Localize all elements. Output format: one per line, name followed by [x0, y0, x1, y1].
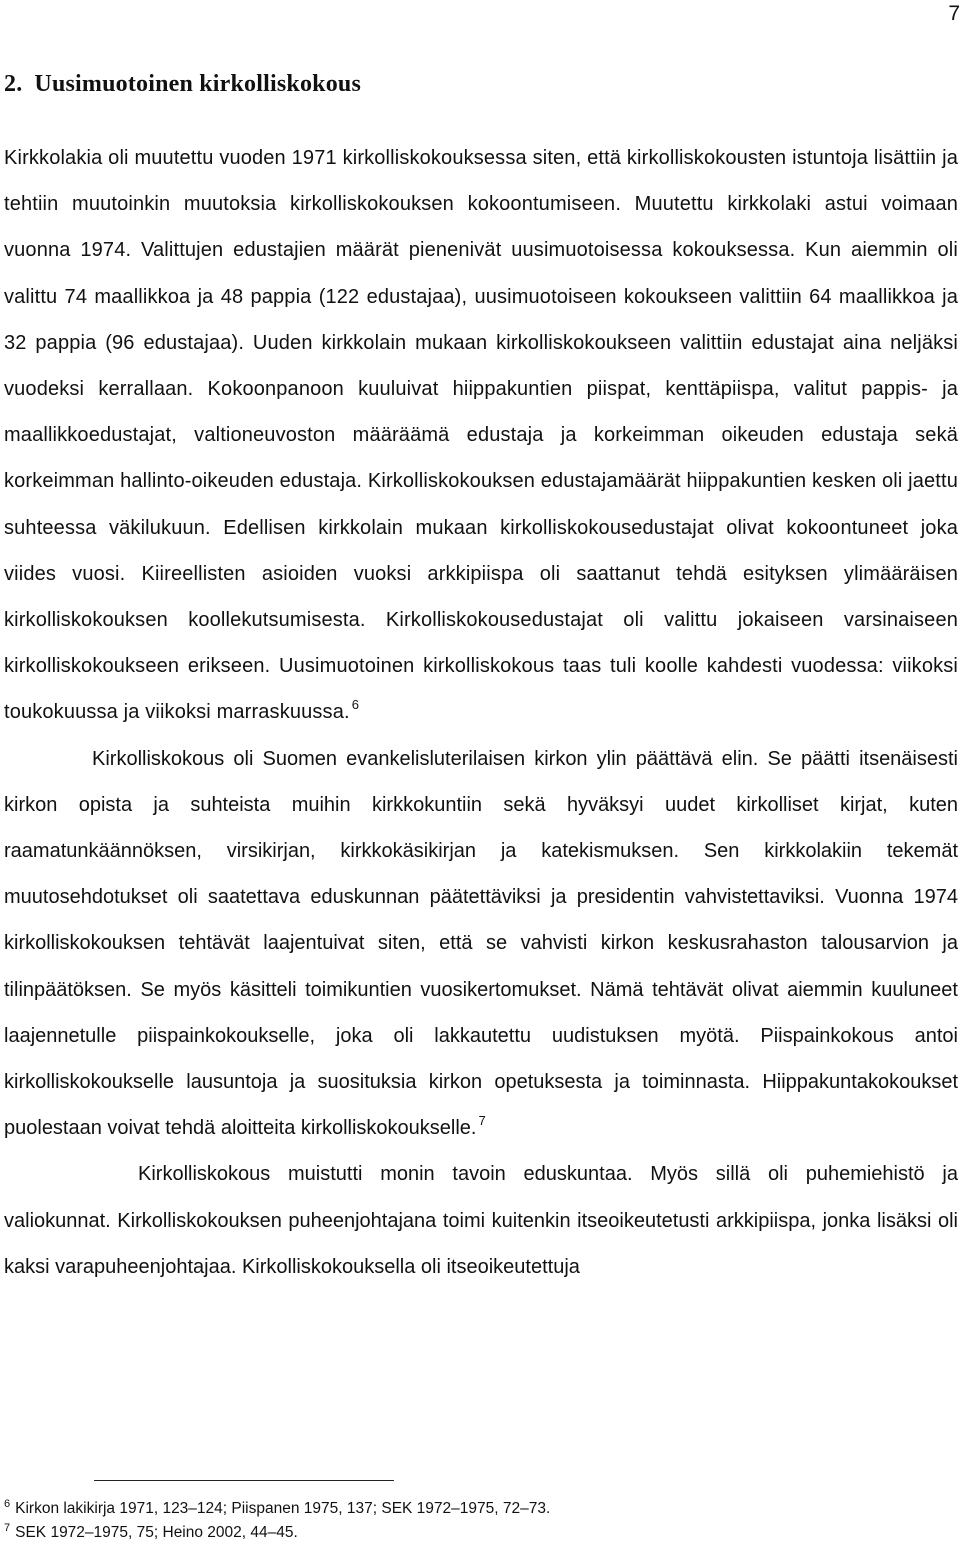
- section-heading: [4, 68, 361, 100]
- paragraph-text: Kirkkolakia oli muutettu vuoden 1971 kirkolliskokouksessa siten, että kirkolliskokousten istuntoja lisättiin ja tehtiin muutoinkin muutoksia kirkolliskokouksen kokoontumiseen. Muutettu kirkkolaki astui voimaan vuonna 1974. Valittujen edustajien määrät pienenivät uusimuotoisessa kokouksessa. Kun aiemmin oli valittu 74 maallikkoa ja 48 pappia (122 edustajaa), uusimuotoiseen kokoukseen valittiin 64 maallikkoa ja 32 pappia (96 edustajaa). Uuden kirkkolain mukaan kirkolliskokoukseen valittiin edustajat aina neljäksi vuodeksi kerrallaan. Kokoonpanoon kuuluivat hiippakuntien piispat, kenttäpiispa, valitut pappis- ja maallikkoedustajat, valtioneuvoston määräämä edustaja ja korkeimman oikeuden edustaja sekä korkeimman hallinto-oikeuden edustaja. Kirkolliskokouksen edustajamäärät hiippakuntien kesken oli jaettu suhteessa väkilukuun. Edellisen kirkkolain mukaan kirkolliskokousedustajat olivat kokoontuneet joka viides vuosi. Kiireellisten asioiden vuoksi arkkipiispa oli saattanut tehdä esityksen ylimääräisen kirkolliskokouksen koollekutsumisesta. Kirkolliskokousedustajat oli valittu jokaiseen varsinaiseen kirkolliskokoukseen erikseen. Uusimuotoinen kirkolliskokous taas tuli koolle kahdesti vuodessa: viikoksi toukokuussa ja viikoksi marraskuussa.: [4, 147, 958, 724]
- body-text: [4, 135, 958, 1290]
- footnote-divider: [94, 1480, 394, 1481]
- footnote: [4, 1497, 944, 1521]
- page-number: 7: [948, 2, 960, 25]
- paragraph-text: Kirkolliskokous oli Suomen evankelisluterilaisen kirkon ylin päättävä elin. Se päätti itsenäisesti kirkon opista ja suhteista muihin kirkkokuntiin sekä hyväksyi uudet kirkolliset kirjat, kuten raamatunkäännöksen, virsikirjan, kirkkokäsikirjan ja katekismuksen. Sen kirkkolakiin tekemät muutosehdotukset oli saatettava eduskunnan päätettäviksi ja presidentin vahvistettaviksi. Vuonna 1974 kirkolliskokouksen tehtävät laajentuivat siten, että se vahvisti kirkon keskusrahaston talousarvion ja tilinpäätöksen. Se myös käsitteli toimikuntien vuosikertomukset. Nämä tehtävät olivat aiemmin kuuluneet laajennetulle piispainkokoukselle, joka oli lakkautettu uudistuksen myötä. Piispainkokous antoi kirkolliskokoukselle lausuntoja ja suosituksia kirkon opetuksesta ja toiminnasta. Hiippakuntakokoukset puolestaan voivat tehdä aloitteita kirkolliskokoukselle.: [4, 747, 958, 1140]
- footnote-text: Kirkon lakikirja 1971, 123–124; Piispanen 1975, 137; SEK 1972–1975, 72–73.: [15, 1500, 551, 1517]
- footnote-text: SEK 1972–1975, 75; Heino 2002, 44–45.: [15, 1524, 298, 1541]
- paragraph: [4, 135, 958, 736]
- footnote-number: 7: [4, 1522, 11, 1534]
- footnote: [4, 1521, 944, 1545]
- footnote-ref[interactable]: 6: [351, 697, 360, 713]
- section-number: 2.: [4, 71, 23, 97]
- footnote-ref[interactable]: 7: [478, 1113, 486, 1129]
- section-title: Uusimuotoinen kirkolliskokous: [34, 71, 361, 97]
- paragraph-text: Kirkolliskokous muistutti monin tavoin eduskuntaa. Myös sillä oli puhemiehistö ja valiokunnat. Kirkolliskokouksen puheenjohtajana toimi kuitenkin itseoikeutetusti arkkipiispa, jonka lisäksi oli kaksi varapuheenjohtajaa. Kirkolliskokouksella oli itseoikeutettuja: [4, 1163, 958, 1278]
- paragraph: [4, 736, 958, 1152]
- footnotes: [4, 1497, 944, 1545]
- footnote-number: 6: [4, 1498, 11, 1510]
- paragraph: [4, 1151, 958, 1290]
